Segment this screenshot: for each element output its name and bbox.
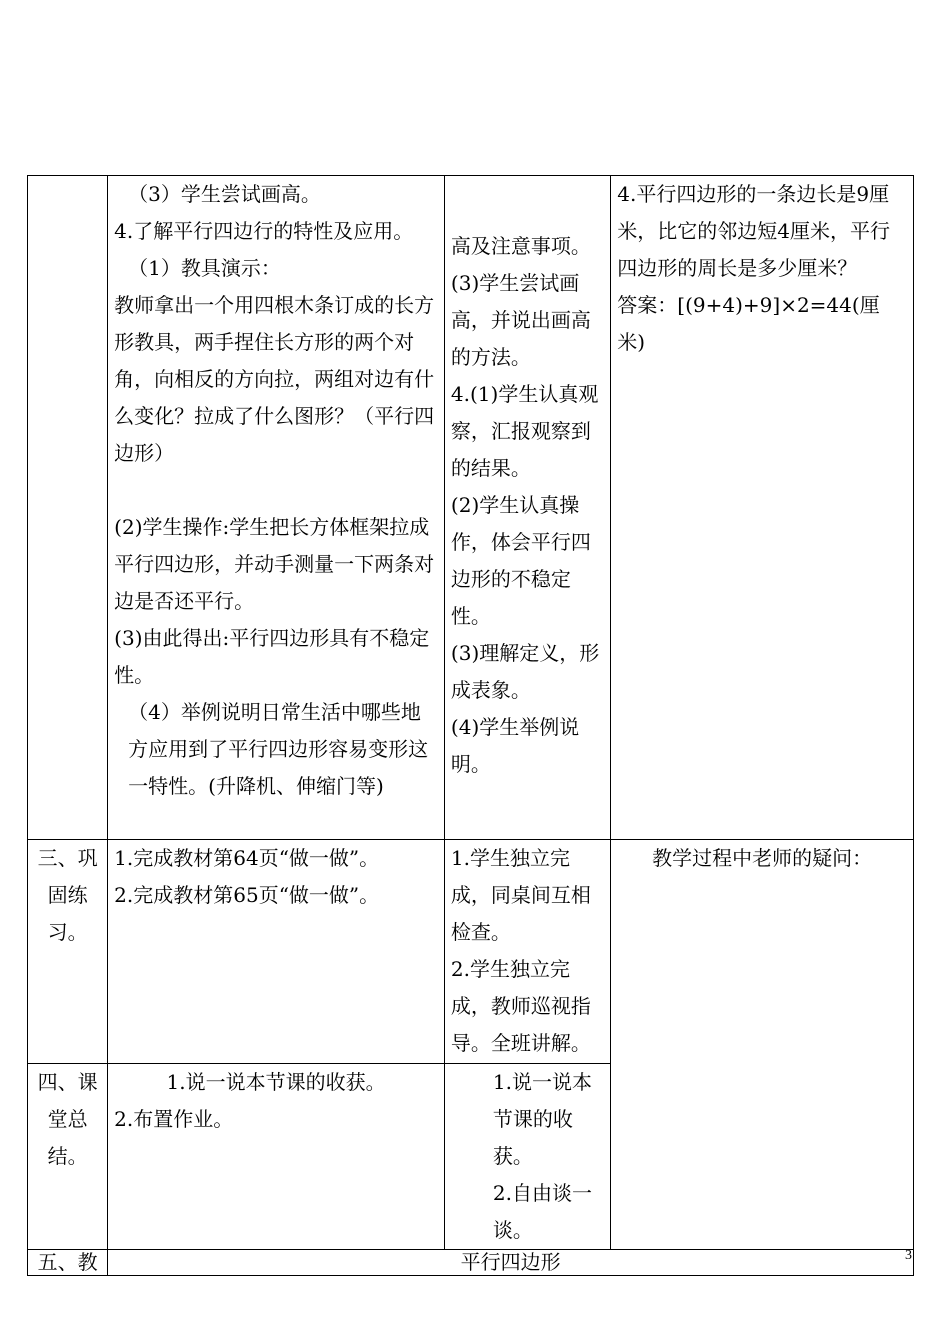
exercise-cell bbox=[611, 176, 914, 840]
stage-cell: 四、课堂总结。 bbox=[28, 1064, 108, 1250]
teacher-activity-cell bbox=[108, 840, 445, 1064]
stage-cell-empty bbox=[28, 176, 108, 840]
student-activity-cell bbox=[444, 1064, 610, 1250]
text-line: （4）举例说明日常生活中哪些地方应用到了平行四边形容易变形这一特性。(升降机、伸缩门等) bbox=[128, 700, 429, 798]
text-line: 高及注意事项。 bbox=[450, 234, 591, 258]
text-line: 1.说一说本节课的收获。 bbox=[166, 1070, 386, 1094]
text-line: （3）学生尝试画高。 bbox=[128, 182, 321, 206]
table-row bbox=[28, 176, 914, 840]
text-line: 1.说一说本节课的收获。 bbox=[492, 1070, 593, 1168]
text-line: (3)学生尝试画高，并说出画高的方法。 bbox=[450, 271, 591, 369]
text-line: (3)理解定义，形成表象。 bbox=[450, 641, 600, 702]
text-line: (4)学生举例说明。 bbox=[450, 715, 580, 776]
stage-cell: 五、教 bbox=[28, 1250, 108, 1276]
text-line: (3)由此得出:平行四边形具有不稳定性。 bbox=[114, 626, 430, 687]
teacher-activity-cell bbox=[108, 1064, 445, 1250]
lesson-plan-table bbox=[27, 175, 914, 1276]
text-line: 4.了解平行四边行的特性及应用。 bbox=[114, 219, 414, 243]
board-design-cell: 平行四边形 bbox=[108, 1250, 914, 1276]
text-line: 2.完成教材第65页“做一做”。 bbox=[114, 883, 380, 907]
text-line: 4.平行四边形的一条边长是9厘米，比它的邻边短4厘米，平行四边形的周长是多少厘米？ bbox=[617, 182, 891, 280]
student-activity-cell bbox=[444, 840, 610, 1064]
text-line: 1.学生独立完成，同桌间互相检查。 bbox=[450, 846, 591, 944]
text-line: （1）教具演示： bbox=[128, 256, 281, 280]
text-line: 1.完成教材第64页“做一做”。 bbox=[114, 846, 380, 870]
teacher-questions-cell: 教学过程中老师的疑问： bbox=[611, 840, 914, 1250]
text-line: 2.布置作业。 bbox=[114, 1107, 234, 1131]
table-row bbox=[28, 1250, 914, 1276]
text-line: 2.学生独立完成，教师巡视指导。全班讲解。 bbox=[450, 957, 591, 1055]
text-line: 教师拿出一个用四根木条订成的长方形教具，两手捏住长方形的两个对角，向相反的方向拉，两组对边有什么变化？拉成了什么图形？（平行四边形） bbox=[114, 293, 435, 465]
text-line: 答案：[(9+4)+9]×2=44(厘米) bbox=[617, 293, 880, 354]
text-line: (2)学生操作:学生把长方体框架拉成平行四边形，并动手测量一下两条对边是否还平行。 bbox=[114, 515, 435, 613]
text-line: (2)学生认真操作，体会平行四边形的不稳定性。 bbox=[450, 493, 591, 628]
table-row bbox=[28, 840, 914, 1064]
student-activity-cell bbox=[444, 176, 610, 840]
text-line: 2.自由谈一谈。 bbox=[492, 1181, 593, 1242]
stage-cell: 三、巩固练习。 bbox=[28, 840, 108, 1064]
text-line: 4.(1)学生认真观察，汇报观察到的结果。 bbox=[450, 382, 599, 480]
blank-line bbox=[114, 472, 438, 509]
page-number: 3 bbox=[905, 1248, 912, 1263]
teacher-activity-cell bbox=[108, 176, 445, 840]
